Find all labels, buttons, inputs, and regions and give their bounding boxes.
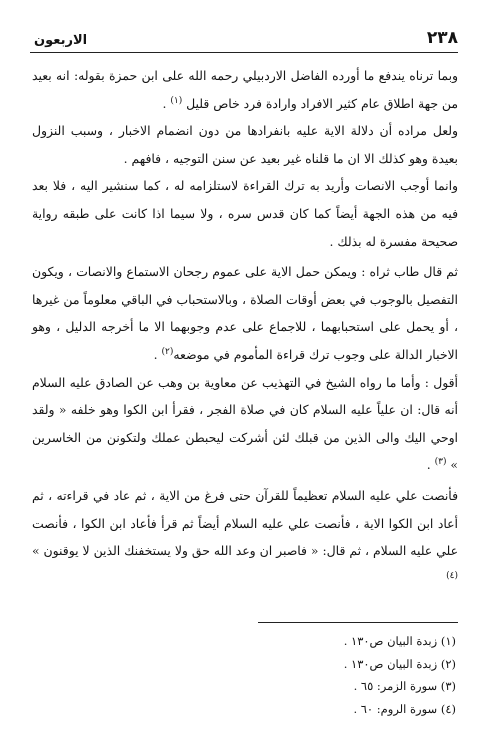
footnote-ref-4: (٤)	[446, 570, 458, 581]
footnote-2: (٢) زبدة البيان ص١٣٠ .	[343, 656, 456, 671]
running-title: الاربعون	[34, 33, 88, 48]
paragraph-1-text: وبما ترناه يندفع ما أورده الفاضل الاردبيلي رحمه الله على ابن حمزة بقوله: انه بعيد من جهة اطلاق عام كثير الافراد وارادة فرد خاص قليل	[32, 68, 458, 111]
header-rule	[30, 52, 458, 53]
paragraph-4-text: ثم قال طاب ثراه : ويمكن حمل الاية على عموم رجحان الاستماع والانصات ، ويكون التفصيل بالوجوب في بعض أوقات الصلاة ، وبالاستحباب في الباقي معلوماً من غيرها ، أو يحمل على استحبابهما ، للاجماع على عدم وجوبهما الا ما أخرجه الدليل ، وهو الاخبار الدالة على وجوب ترك قراءة المأموم في موضعه	[32, 264, 458, 362]
footnote-ref-3: (٣)	[434, 457, 447, 468]
paragraph-1: وبما ترناه يندفع ما أورده الفاضل الاردبيلي رحمه الله على ابن حمزة بقوله: انه بعيد من جهة اطلاق عام كثير الافراد وارادة فرد خاص قليل $^{(١)}$ .	[32, 68, 458, 111]
body-text	[32, 62, 458, 592]
footnotes	[196, 630, 456, 720]
paragraph-4: ثم قال طاب ثراه : ويمكن حمل الاية على عموم رجحان الاستماع والانصات ، ويكون التفصيل بالوجوب في بعض أوقات الصلاة ، وبالاستحباب في الباقي معلوماً من غيرها ، أو يحمل على استحبابهما ، للاجماع على عدم وجوبهما الا ما أخرجه الدليل ، وهو الاخبار الدالة على وجوب ترك قراءة المأموم في موضعه$^{(٢)}$ .	[32, 264, 458, 362]
paragraph-5: أقول : وأما ما رواه الشيخ في التهذيب عن معاوية بن وهب عن الصادق عليه السلام أنه قال: ان علياً عليه السلام كان في صلاة الفجر ، فقرأ ابن الكوا وهو خلفه « ولقد اوحي اليك والى الذين من قبلك لئن أشركت ليحبطن عملك ولتكونن من الخاسرين » $^{(٣)}$ .	[32, 374, 458, 473]
footnote-ref-1: (١)	[170, 95, 183, 106]
paragraph-3	[32, 172, 458, 255]
footnote-ref-2: (٢)	[161, 346, 174, 357]
paragraph-6	[32, 482, 458, 592]
footnote-3: (٣) سورة الزمر: ٦٥ .	[353, 679, 456, 693]
footnote-1: (١) زبدة البيان ص١٣٠ .	[343, 634, 456, 648]
paragraph-6-text: فأنصت علي عليه السلام تعظيماً للقرآن حتى فرغ من الاية ، ثم عاد في قراءته ، ثم أعاد ابن الكوا الاية ، فأنصت علي عليه السلام أيضاً ثم قرأ فأعاد ابن الكوا ، فأنصت علي عليه السلام ، ثم قال: « فاصبر ان وعد الله حق ولا يستخفنك الذين لا يوقنون »	[32, 487, 458, 559]
paragraph-2	[32, 117, 458, 172]
paragraph-5-text: أقول : وأما ما رواه الشيخ في التهذيب عن معاوية بن وهب عن الصادق عليه السلام أنه قال: ان علياً عليه السلام كان في صلاة الفجر ، فقرأ ابن الكوا وهو خلفه « ولقد اوحي اليك والى الذين من قبلك لئن أشركت ليحبطن عملك ولتكونن من الخاسرين »	[32, 374, 458, 473]
page-number: ٢٣٨	[426, 28, 458, 48]
paragraph-3-text: وانما أوجب الانصات وأريد به ترك القراءة لاستلزامه له ، كما سنشير اليه ، فلا بعد فيه من هذه الجهة أيضاً كما كان قدس سره ، ولا سيما اذا كانت على طبقه رواية صحيحة مفسرة له بذلك .	[32, 178, 458, 249]
page-header	[34, 22, 458, 48]
paragraph-2-text: ولعل مراده أن دلالة الاية عليه بانفرادها من دون انضمام الاخبار ، وسبب النزول بعيدة وهو كذلك الا ان ما قلناه غير بعيد عن سنن التوجيه ، فافهم .	[32, 123, 458, 166]
footnote-rule	[258, 622, 458, 623]
footnote-4: (٤) سورة الروم: ٦٠ .	[353, 701, 456, 716]
